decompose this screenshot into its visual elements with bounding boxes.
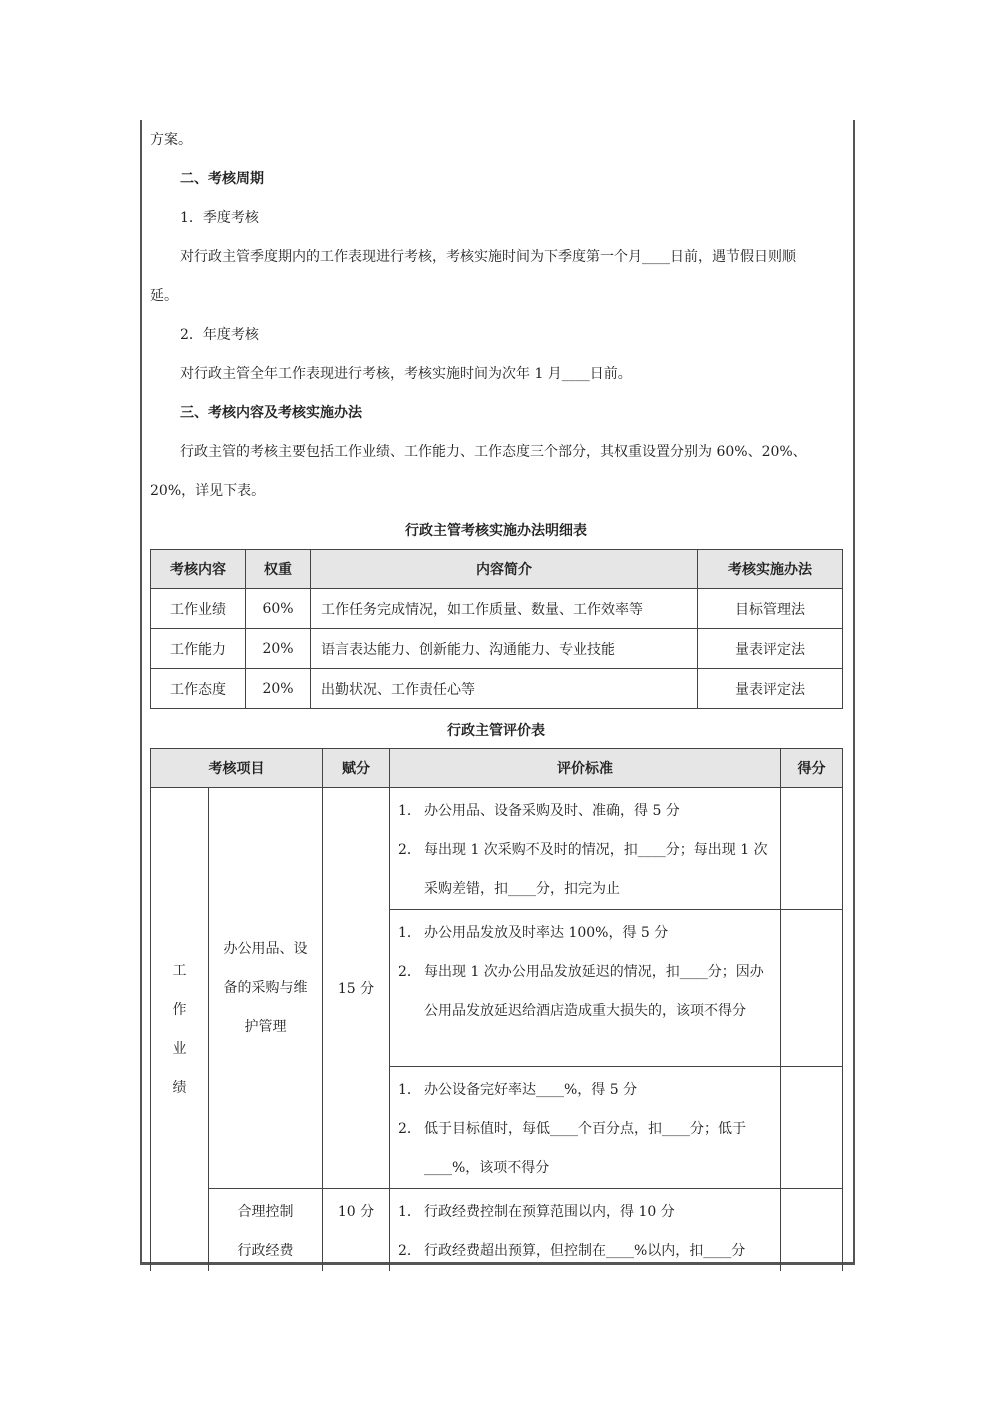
column-header: 赋分	[323, 749, 390, 788]
score-cell: 10 分	[323, 1189, 390, 1272]
criteria-cell	[390, 788, 781, 910]
table-cell: 工作能力	[151, 629, 246, 669]
table-row	[151, 1189, 843, 1272]
item-name-line: 行政经费	[237, 1243, 294, 1259]
section-2-item-2: 2．年度考核	[180, 327, 259, 343]
criteria-text: 每出现 1 次办公用品发放延迟的情况，扣____分；因办公用品发放延迟给酒店造成重大损失的，该项不得分	[424, 964, 764, 1019]
table-cell: 工作任务完成情况，如工作质量、数量、工作效率等	[311, 589, 698, 629]
table1-caption: 行政主管考核实施办法明细表	[405, 523, 587, 539]
method-detail-table	[150, 549, 843, 709]
criteria-line	[398, 953, 772, 1031]
table-cell: 20%	[246, 629, 311, 669]
criteria-line	[398, 1232, 772, 1271]
table-row	[151, 669, 843, 709]
column-header: 考核项目	[151, 749, 323, 788]
table-cell: 量表评定法	[698, 629, 843, 669]
category-char: 绩	[172, 1079, 187, 1096]
table-row	[151, 629, 843, 669]
criteria-cell	[390, 1189, 781, 1272]
table2-caption: 行政主管评价表	[447, 723, 545, 739]
item-name-line: 护管理	[244, 1018, 287, 1035]
points-cell[interactable]	[781, 1067, 843, 1189]
section-2-item-1: 1．季度考核	[180, 210, 259, 226]
criteria-line	[398, 914, 772, 953]
category-cell	[151, 788, 209, 1272]
criteria-text: 行政经费控制在预算范围以内，得 10 分	[424, 1204, 675, 1220]
table-header-row	[151, 550, 843, 589]
points-cell[interactable]	[781, 910, 843, 1067]
criteria-number: 1．	[398, 1204, 421, 1220]
section-3-title: 三、考核内容及考核实施办法	[180, 405, 362, 421]
criteria-line	[398, 792, 772, 831]
table-row	[151, 589, 843, 629]
column-header: 权重	[246, 550, 311, 589]
section-2-item-1-text: 对行政主管季度期内的工作表现进行考核，考核实施时间为下季度第一个月____日前，遇节假日则顺	[180, 249, 796, 265]
category-char: 作	[172, 1001, 187, 1018]
section-2-item-1-text-cont: 延。	[150, 288, 178, 304]
item-name-line: 办公用品、设	[223, 940, 308, 957]
column-header: 考核内容	[151, 550, 246, 589]
criteria-line	[398, 1071, 772, 1110]
criteria-number: 1．	[398, 1082, 421, 1098]
section-3-text: 行政主管的考核主要包括工作业绩、工作能力、工作态度三个部分，其权重设置分别为 60%、20%、	[180, 444, 807, 460]
score-cell: 15 分	[323, 788, 390, 1189]
section-2-title: 二、考核周期	[180, 171, 264, 187]
evaluation-table	[150, 748, 843, 1271]
table-cell: 20%	[246, 669, 311, 709]
table-cell: 60%	[246, 589, 311, 629]
section-2-item-2-text: 对行政主管全年工作表现进行考核，考核实施时间为次年 1 月____日前。	[180, 366, 632, 382]
criteria-number: 1．	[398, 803, 421, 819]
criteria-number: 2．	[398, 842, 421, 858]
table-cell: 工作态度	[151, 669, 246, 709]
table-cell: 语言表达能力、创新能力、沟通能力、专业技能	[311, 629, 698, 669]
column-header: 考核实施办法	[698, 550, 843, 589]
table-row	[151, 788, 843, 910]
item-name-cell	[209, 1189, 323, 1272]
criteria-number: 1．	[398, 925, 421, 941]
criteria-text: 每出现 1 次采购不及时的情况，扣____分；每出现 1 次采购差错，扣____分，扣完为止	[424, 842, 768, 897]
criteria-text: 办公用品、设备采购及时、准确，得 5 分	[424, 803, 680, 819]
item-name-line: 备的采购与维	[223, 979, 308, 996]
table-cell: 量表评定法	[698, 669, 843, 709]
criteria-cell	[390, 910, 781, 1067]
criteria-line	[398, 1110, 772, 1188]
table-header-row	[151, 749, 843, 788]
table-cell: 出勤状况、工作责任心等	[311, 669, 698, 709]
criteria-text: 行政经费超出预算，但控制在____%以内，扣____分	[424, 1243, 746, 1259]
criteria-text: 办公设备完好率达____%，得 5 分	[424, 1082, 638, 1098]
item-name-line: 合理控制	[237, 1204, 294, 1220]
criteria-text: 低于目标值时，每低____个百分点，扣____分；低于 ____%，该项不得分	[424, 1121, 746, 1176]
criteria-line	[398, 831, 772, 909]
text-fangan: 方案。	[150, 132, 192, 148]
criteria-number: 2．	[398, 1243, 421, 1259]
points-cell[interactable]	[781, 788, 843, 910]
criteria-line	[398, 1193, 772, 1232]
section-3-text-cont: 20%，详见下表。	[150, 483, 266, 499]
category-char: 业	[172, 1040, 187, 1057]
criteria-text: 办公用品发放及时率达 100%，得 5 分	[424, 925, 669, 941]
table-cell: 目标管理法	[698, 589, 843, 629]
criteria-number: 2．	[398, 964, 421, 980]
category-char: 工	[172, 962, 187, 979]
item-name-cell	[209, 788, 323, 1189]
points-cell[interactable]	[781, 1189, 843, 1272]
column-header: 评价标准	[390, 749, 781, 788]
column-header: 内容简介	[311, 550, 698, 589]
criteria-cell	[390, 1067, 781, 1189]
criteria-number: 2．	[398, 1121, 421, 1137]
column-header: 得分	[781, 749, 843, 788]
table-cell: 工作业绩	[151, 589, 246, 629]
